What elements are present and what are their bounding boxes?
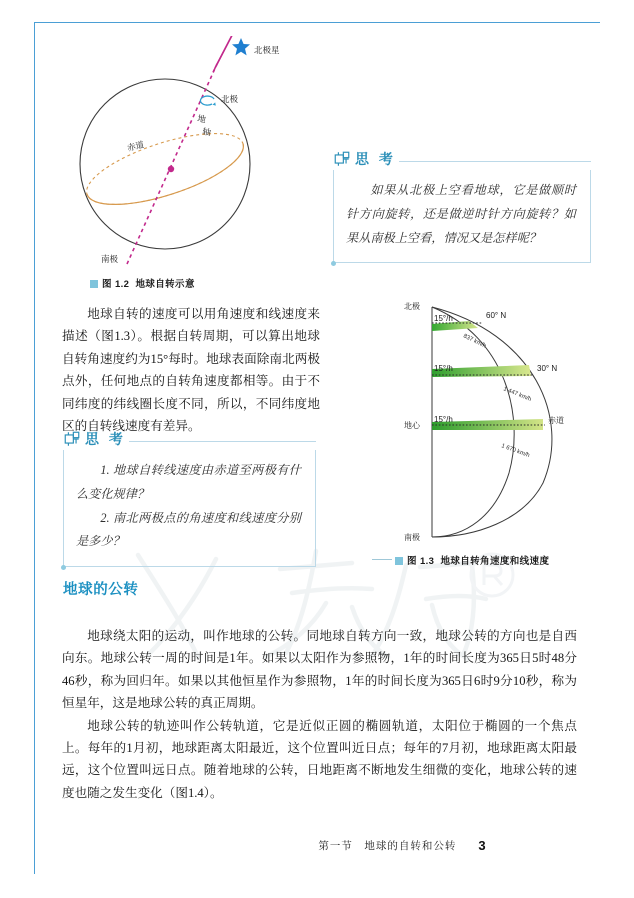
- think-box-1-rule: [399, 161, 591, 162]
- angular-velocity-label-60n: 15°/h: [434, 314, 453, 323]
- think-box-1-question: 如果从北极上空看地球，它是做顺时针方向旋转，还是做逆时针方向旋转？如果从南极上空看，情况又是怎样呢？: [346, 183, 576, 245]
- think-puzzle-icon: [333, 150, 351, 168]
- angular-velocity-label-30n: 15°/h: [434, 364, 453, 373]
- think-box-1-header: [333, 150, 591, 170]
- figure-1-3-caption-rule: [372, 559, 392, 560]
- linear-velocity-label-60n: 837 km/h: [462, 333, 487, 350]
- caption-marker-square: [90, 280, 98, 288]
- latitude-label-equator: 赤道: [548, 416, 564, 425]
- footer-content: [148, 836, 485, 854]
- think-box-2-header: [63, 430, 316, 450]
- think-box-2-title: 思 考: [85, 431, 126, 447]
- label-north-pole: 北极: [404, 302, 420, 311]
- section-heading-revolution: 地球的公转: [63, 582, 139, 598]
- polaris-star-icon: [232, 38, 250, 55]
- linear-velocity-label-30n: 1 447 km/h: [502, 386, 533, 403]
- paragraph-rotation-speed: [62, 303, 320, 437]
- latitude-label-60n: 60° N: [486, 311, 507, 320]
- angular-velocity-label-equator: 15°/h: [434, 415, 453, 424]
- label-south-pole: 南极: [101, 254, 119, 264]
- figure-1-3-number: 图 1.3: [407, 556, 435, 567]
- figure-1-2-number: 图 1.2: [102, 279, 130, 290]
- label-earth-axis-1: 地: [196, 113, 207, 125]
- figure-1-3-caption: [395, 553, 549, 567]
- earth-center-dot: [168, 166, 174, 172]
- figure-1-2-caption: [90, 276, 195, 290]
- figure-rotation-velocity-diagram: [393, 297, 608, 547]
- latitude-label-30n: 30° N: [537, 364, 558, 373]
- think-puzzle-icon: [63, 430, 81, 448]
- footer-section-title: 第一节 地球的自转和公转: [318, 841, 457, 852]
- label-earth-axis-2: 轴: [201, 126, 212, 138]
- think-box-2-rule: [129, 441, 316, 442]
- page-rule-left: [34, 22, 35, 874]
- think-box-2-body: [63, 450, 316, 567]
- think-box-1: [333, 150, 591, 263]
- figure-1-3-title: 地球自转角速度和线速度: [440, 556, 550, 567]
- label-south-pole: 南极: [404, 533, 420, 542]
- think-box-2-corner-dot: [61, 565, 66, 570]
- globe-circle: [80, 79, 250, 249]
- paragraph-revolution-1: 地球绕太阳的运动，叫作地球的公转。同地球自转方向一致，地球公转的方向也是自西向东。地球公转一周的时间是1年。如果以太阳作为参照物，1年的时间长度为365日5时48分46秒，称为回归年。如果以其他恒星作为参照物，1年的时间长度为365日6时9分10秒，称为恒星年，这是地球公转的真正周期。: [62, 629, 577, 711]
- figure-earth-rotation-diagram: [45, 36, 325, 286]
- figure-1-2-title: 地球自转示意: [135, 279, 195, 290]
- page-footer: [0, 836, 634, 854]
- page-rule-top: [34, 22, 600, 23]
- paragraph-revolution-2: 地球公转的轨迹叫作公转轨道，它是近似正圆的椭圆轨道，太阳位于椭圆的一个焦点上。每年的1月初，地球距离太阳最近，这个位置叫近日点；每年的7月初，地球距离太阳最远，这个位置叫远日点。随着地球的公转，日地距离不断地发生细微的变化，地球公转的速度也随之发生变化（图1.4）。: [62, 718, 577, 800]
- page-number: 3: [478, 838, 486, 853]
- think-box-1-title: 思 考: [355, 151, 396, 167]
- label-equator: 赤道: [126, 139, 145, 153]
- linear-velocity-label-equator: 1 670 km/h: [500, 443, 531, 460]
- think-box-2-question-1: 1. 地球自转线速度由赤道至两极有什么变化规律？: [76, 463, 301, 501]
- axis-extension: [213, 36, 242, 72]
- label-north-pole: 北极: [221, 94, 239, 104]
- paragraph-rotation-speed-text: 地球自转的速度可以用角速度和线速度来描述（图1.3）。根据自转周期，可以算出地球自转角速度约为15°每时。地球表面除南北两极点外，任何地点的自转角速度都相等。由于不同纬度的纬线圈长度不同，所以，不同纬度地区的自转线速度有差异。: [62, 307, 320, 434]
- think-box-1-corner-dot: [331, 261, 336, 266]
- think-box-2: [63, 430, 316, 567]
- caption-marker-square: [395, 557, 403, 565]
- paragraphs-revolution: [62, 625, 577, 804]
- label-polaris: 北极星: [254, 45, 280, 55]
- label-geocenter: 地心: [404, 421, 420, 430]
- think-box-2-question-2: 2. 南北两极点的角速度和线速度分别是多少？: [76, 510, 301, 549]
- think-box-1-body: [333, 170, 591, 263]
